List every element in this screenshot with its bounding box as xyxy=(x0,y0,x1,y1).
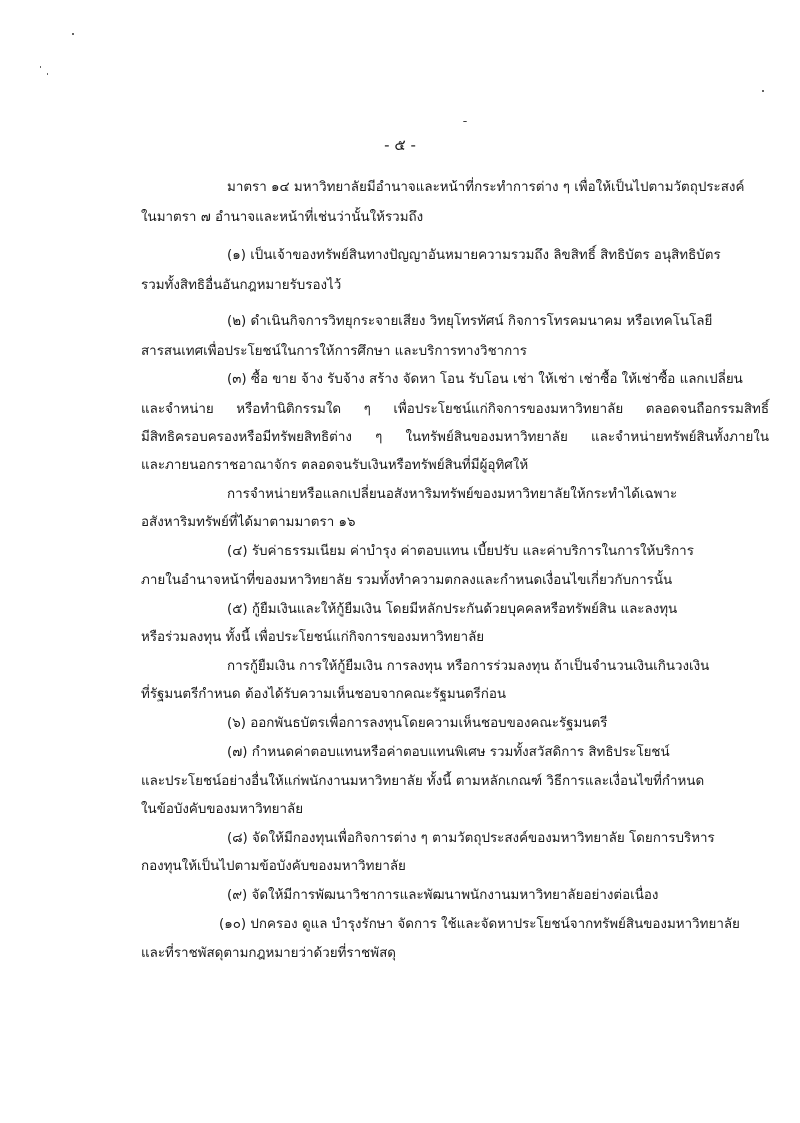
text-line: อสังหาริมทรัพย์ที่ได้มาตามมาตรา ๑๖ xyxy=(141,515,356,530)
text-line: มีสิทธิครอบครองหรือมีทรัพยสิทธิต่าง ๆ ในทรัพย์สินของมหาวิทยาลัย และจำหน่ายทรัพย์สินทั้งภายใน xyxy=(141,430,769,445)
scan-speck xyxy=(762,90,764,92)
page-number: - ๕ - xyxy=(384,136,416,154)
text-line: (๘) จัดให้มีกองทุนเพื่อกิจการต่าง ๆ ตามวัตถุประสงค์ของมหาวิทยาลัย โดยการบริหาร xyxy=(227,831,715,846)
text-line: (๑) เป็นเจ้าของทรัพย์สินทางปัญญาอันหมายความรวมถึง ลิขสิทธิ์ สิทธิบัตร อนุสิทธิบัตร xyxy=(227,248,721,263)
text-line: (๒) ดำเนินกิจการวิทยุกระจายเสียง วิทยุโทรทัศน์ กิจการโทรคมนาคม หรือเทคโนโลยี xyxy=(227,314,713,329)
text-line: และจำหน่าย หรือทำนิติกรรมใด ๆ เพื่อประโยชน์แก่กิจการของมหาวิทยาลัย ตลอดจนถือกรรมสิทธิ์ xyxy=(141,402,769,417)
text-line: มาตรา ๑๔ มหาวิทยาลัยมีอำนาจและหน้าที่กระทำการต่าง ๆ เพื่อให้เป็นไปตามวัตถุประสงค์ xyxy=(227,180,745,195)
scan-speck xyxy=(72,33,74,35)
text-line: (๖) ออกพันธบัตรเพื่อการลงทุนโดยความเห็นชอบของคณะรัฐมนตรี xyxy=(227,716,608,731)
text-line: สารสนเทศเพื่อประโยชน์ในการให้การศึกษา และบริการทางวิชาการ xyxy=(141,344,528,359)
text-line: และที่ราชพัสดุตามกฎหมายว่าด้วยที่ราชพัสดุ xyxy=(141,946,396,961)
text-line: กองทุนให้เป็นไปตามข้อบังคับของมหาวิทยาลัย xyxy=(141,859,406,874)
text-line: (๙) จัดให้มีการพัฒนาวิชาการและพัฒนาพนักงานมหาวิทยาลัยอย่างต่อเนื่อง xyxy=(227,888,659,903)
text-line: หรือร่วมลงทุน ทั้งนี้ เพื่อประโยชน์แก่กิจการของมหาวิทยาลัย xyxy=(141,630,485,645)
text-line: (๓) ซื้อ ขาย จ้าง รับจ้าง สร้าง จัดหา โอน รับโอน เช่า ให้เช่า เช่าซื้อ ให้เช่าซื้อ แลกเปลี่ยน xyxy=(227,372,743,387)
text-line: (๕) กู้ยืมเงินและให้กู้ยืมเงิน โดยมีหลักประกันด้วยบุคคลหรือทรัพย์สิน และลงทุน xyxy=(227,602,678,617)
text-line: การกู้ยืมเงิน การให้กู้ยืมเงิน การลงทุน หรือการร่วมลงทุน ถ้าเป็นจำนวนเงินเกินวงเงิน xyxy=(227,659,710,674)
text-line: และประโยชน์อย่างอื่นให้แก่พนักงานมหาวิทยาลัย ทั้งนี้ ตามหลักเกณฑ์ วิธีการและเงื่อนไขที่กำหนด xyxy=(141,774,705,789)
scan-speck xyxy=(40,66,41,68)
text-line: ที่รัฐมนตรีกำหนด ต้องได้รับความเห็นชอบจากคณะรัฐมนตรีก่อน xyxy=(141,687,507,702)
text-line: รวมทั้งสิทธิอื่นอันกฎหมายรับรองไว้ xyxy=(141,278,342,293)
text-line: ภายในอำนาจหน้าที่ของมหาวิทยาลัย รวมทั้งทำความตกลงและกำหนดเงื่อนไขเกี่ยวกับการนั้น xyxy=(141,573,673,588)
text-line: ในมาตรา ๗ อำนาจและหน้าที่เช่นว่านั้นให้รวมถึง xyxy=(141,210,424,225)
text-line: ในข้อบังคับของมหาวิทยาลัย xyxy=(141,802,304,817)
text-line: การจำหน่ายหรือแลกเปลี่ยนอสังหาริมทรัพย์ของมหาวิทยาลัยให้กระทำได้เฉพาะ xyxy=(227,487,678,502)
scan-speck xyxy=(47,73,48,75)
text-line: และภายนอกราชอาณาจักร ตลอดจนรับเงินหรือทรัพย์สินที่มีผู้อุทิศให้ xyxy=(141,458,529,473)
text-line: (๑๐) ปกครอง ดูแล บำรุงรักษา จัดการ ใช้และจัดหาประโยชน์จากทรัพย์สินของมหาวิทยาลัย xyxy=(219,917,740,932)
scan-speck xyxy=(463,121,467,122)
text-line: (๗) กำหนดค่าตอบแทนหรือค่าตอบแทนพิเศษ รวมทั้งสวัสดิการ สิทธิประโยชน์ xyxy=(227,745,670,760)
text-line: (๔) รับค่าธรรมเนียม ค่าบำรุง ค่าตอบแทน เบี้ยปรับ และค่าบริการในการให้บริการ xyxy=(227,544,694,559)
